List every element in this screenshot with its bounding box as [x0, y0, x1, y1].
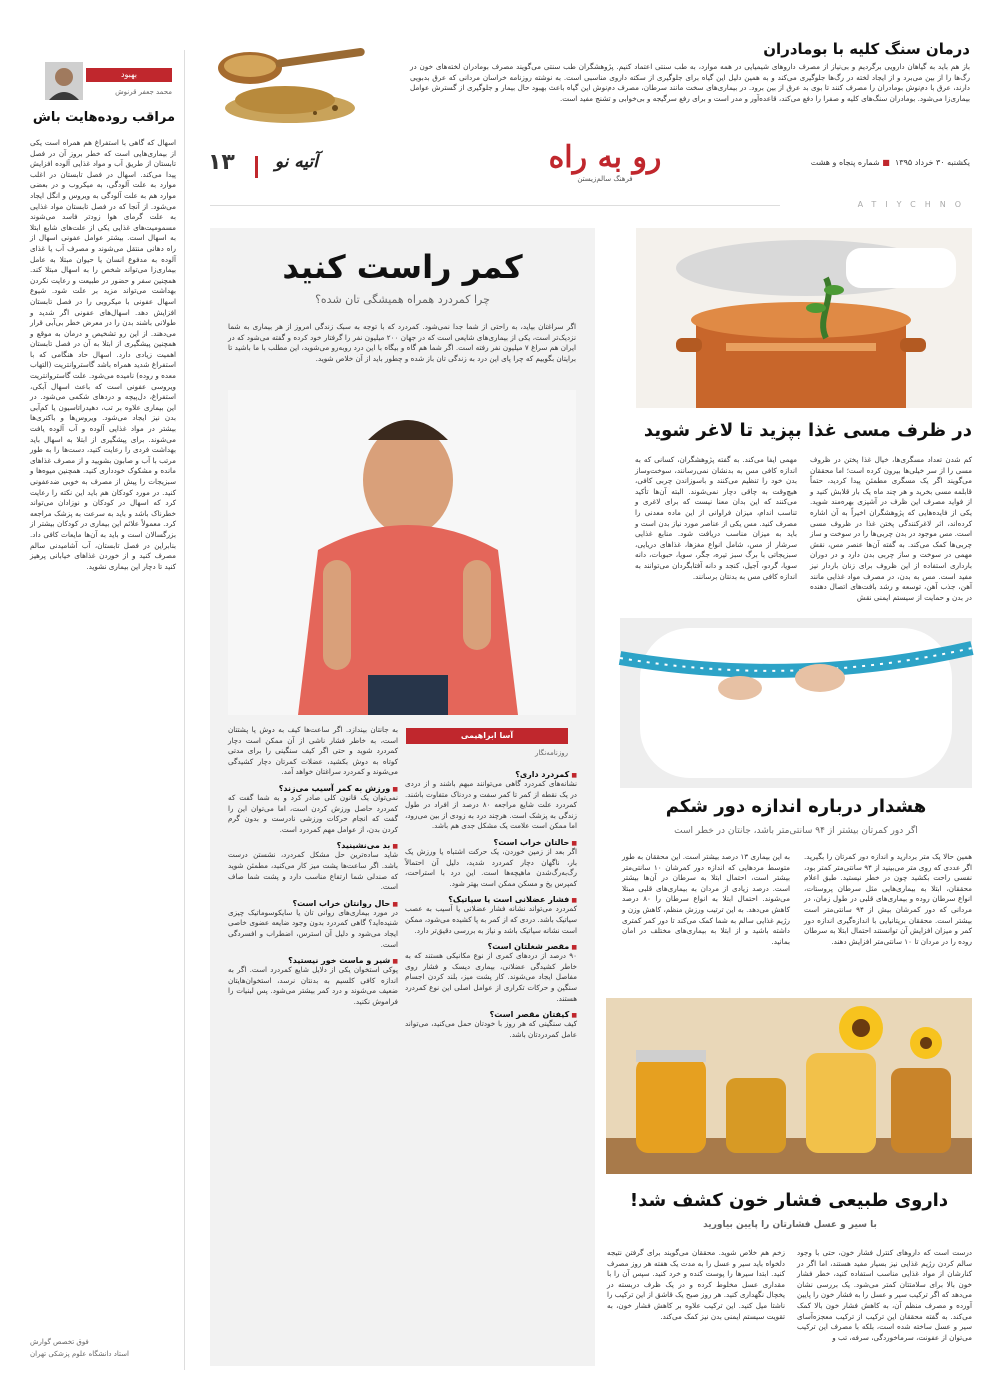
- section-text: به جانتان بیندازد. اگر ساعت‌ها کیف به دوش یا پشتتان است، به خاطر فشار ناشی از آن ممکن است دچار کمردرد شوید و حتی اگر کیف سنگینی را برای مدتی کوتاه به دوش بکشید، عضلات کمرتان دچار کشیدگی می‌شوند و کمردرد سراغتان خواهد آمد.: [228, 725, 398, 777]
- section-text: کمردرد می‌تواند نشانه فشار عضلانی یا آسیب به عصب سیاتیک باشد. دردی که از کمر به پا کشیده می‌شود، ممکن است نشانه سیاتیک باشد و نیاز به بررسی دقیق‌تر دارد.: [404, 904, 577, 935]
- left-footer-2: استاد دانشگاه علوم پزشکی تهران: [30, 1350, 129, 1358]
- back-pain-man-image: [228, 390, 576, 715]
- logo-text: رو به راه: [548, 140, 662, 175]
- section-r0: [405, 770, 577, 832]
- section-l1: [228, 784, 398, 835]
- header-date-row: یکشنبه ۳۰ خرداد ۱۳۹۵ ■ شماره پنجاه و هشت: [810, 158, 970, 167]
- article2-title: هشدار درباره اندازه دور شکم: [665, 796, 927, 817]
- section-question: ■ شیر و ماست خور نیستید؟: [228, 956, 398, 965]
- article3-lead: با سیر و عسل فشارتان را پایین بیاورید: [703, 1220, 877, 1230]
- top-article-title: درمان سنگ کلیه با بومادران: [763, 40, 970, 58]
- columnist-name: محمد جعفر قرنوش: [115, 88, 172, 96]
- article3-col1: درست است که داروهای کنترل فشار خون، حتی با وجود سالم کردن رژیم غذایی نیز بسیار مفید هستند، اما اگر در کنارشان از مواد غذایی مناسب استفاده کنید، خطر فشار خون بالا برای سلامتتان کمتر می‌شود. یک بررسی نشان می‌دهد که اگر ترکیب سیر و عسل را به فشار خون را پایین آورده و مصرف منظم آن، به کاهش فشار خون بالا کمک می‌کند. به گفته محققان این ترکیب از ترکیب معجزه‌آسای سیر و عسل ساخته شده است، بلکه با مصرف این ترکیب می‌توان از عفونت، سرماخوردگی، سرفه، تب و: [797, 1248, 972, 1342]
- section-r2: [405, 895, 577, 936]
- top-article: [410, 40, 970, 118]
- section-question: ■ بد می‌نشینید؟: [228, 841, 398, 850]
- article2-col2: به این بیماری ۱۳ درصد بیشتر است. این محققان به طور متوسط مردهایی که اندازه دور کمرشان ۱۰ سانتی‌متر بیشتر است، احتمال ابتلا به سرطان در آن‌ها بیشتر است. درصد زیادی از مردان به بیماری‌های قلبی مبتلا می‌شوند. احتمال ابتلا به انواع سرطان را ۸۰ درصد کاهش می‌دهد. به این ترتیب ورزش منظم، کاهش وزن و رژیم غذایی سالم به شما کمک می‌کند تا دور کمر کمتری داشته باشید و از ابتلا به بیماری‌های مختلف در امان بمانید.: [622, 852, 790, 946]
- section-text: در مورد بیماری‌های روانی تان یا سایکوسوماتیک چیزی شنیده‌اید؟ گاهی کمردرد بدون وجود ضایعه عضوی خاصی ایجاد می‌شود و دلیل آن استرس، اضطراب و افسردگی است.: [228, 907, 398, 949]
- feature-intro: اگر سراغتان بیاید، به راحتی از شما جدا نمی‌شود. کمردرد که با توجه به سبک زندگی امروز از هر بیماری به شما نزدیک‌تر است، یکی از بیماری‌های شایعی است که در جهان ۲۰۰ میلیون نفر را گرفتار خود کرده و گفته می‌شود که در ایران هم سراغ ۷ میلیون نفر رفته است. اگر شما هم گاه و بیگاه با این درد روبه‌رو می‌شوید، این مطلب با ما باشید تا برایتان بگوییم که چرا پای این درد به زندگی تان باز شده و چطور باید از آن خلاص شوید.: [228, 322, 576, 363]
- columnist-badge: [86, 68, 172, 82]
- section-l0: [228, 725, 398, 778]
- section-r1: [405, 838, 577, 889]
- page-name: آتیه نو: [274, 152, 318, 172]
- article1-title: در ظرف مسی غذا بپزید تا لاغر شوید: [643, 420, 972, 441]
- section-text: نمی‌توان یک قانون کلی صادر کرد و به شما گفت که کمردرد حاصل ورزش کردن است، اما می‌توان این را گفت که انجام حرکات ورزشی نادرست و بدون گرم کردن بدن، از عوامل مهم کمردرد است.: [228, 792, 398, 834]
- section-text: کیف سنگینی که هر روز با خودتان حمل می‌کنید، می‌تواند عامل کمردردتان باشد.: [405, 1019, 577, 1039]
- section-question: ■ کمردرد داری؟: [405, 770, 577, 779]
- section-text: پوکی استخوان یکی از دلایل شایع کمردرد است. اگر به اندازه کافی کلسیم به بدنتان نرسد، استخوان‌هایتان ضعیف می‌شوند و درد کمر بیشتر می‌شود. پس لبنیات را فراموش نکنید.: [228, 965, 398, 1006]
- article1-col2: مهمی ایفا می‌کند. به گفته پژوهشگران، کسانی که به اندازه کافی مس به بدنشان نمی‌رسانند، سوخت‌وساز بدن خود را تنظیم می‌کنند و باسوزاندن چربی کافی، هیچ‌وقت به چاقی دچار نمی‌شوند. البته آن‌ها تأکید می‌کنند که این بدان معنا نیست که برای لاغری و تناسب اندام، میزان فراوانی از این ماده معدنی را مصرف کنید. مس یکی از عناصر مورد نیاز بدن است و باید به میزان مناسب دریافت شود. منابع غذایی سرشار از مس، شامل انواع مغزها، غذاهای دریایی، سبزیجاتی با برگ سبز تیره، جگر، سویا، حبوبات، دانه سویا، گردو، آجیل، کنجد و دانه آفتابگردان می‌توانند به اندازه کافی مس به بدنتان برسانند.: [635, 455, 797, 581]
- section-question: ■ حالتان خراب است؟: [405, 838, 577, 847]
- section-r3: [405, 942, 577, 1004]
- section-question: ■ کیفتان مقصر است؟: [405, 1010, 577, 1019]
- article1-col1: کم شدن تعداد مسگری‌ها، خیال غذا پختن در ظروف مسی را از سر خیلی‌ها بیرون کرده است؛ اما محققان می‌گویند اگر یک مسگری مطمئن پیدا کردید، حتماً قابلمه مسی بخرید و هر چند ماه یک بار قلابش کنید و از فواید مصرف این ظرف در آشپزی بهره‌مند شوید. یکی از فایده‌هایی که پژوهشگران اخیراً به آن اشاره کرده‌اند، اثر لاغرکنندگی پختن غذا در ظروف مسی است. مس موجود در بدن چربی‌ها را در سوخت و ساز چربی‌ها کمک می‌کند. به گفته آن‌ها عنصر مس، نقش مهمی در سوخت و ساز چربی بدن دارد و در دوران بارداری استفاده از این ظروف برای زنان باردار نیز مفید است. مس به بدن، در مصرف مواد غذایی مانند آهن، جذب آهن، توسعه و رشد بافت‌های اتصال دهنده در بدن و حمایت از سیستم ایمنی نقش: [810, 455, 972, 602]
- page-number: ۱۳: [208, 150, 235, 175]
- feature-title: کمر راست کنید: [282, 248, 523, 286]
- section-question: ■ حال روانتان خراب است؟: [228, 899, 398, 908]
- section-text: اگر بعد از زمین خوردن، یک حرکت اشتباه یا ورزش یک بار، ناگهان دچار کمردرد شدید، دلیل آن احتمالاً رگ‌به‌رگ‌شدن ماهیچه‌ها است. این درد با استراحت، کمپرس یخ و مسکن ممکن است بهتر شود.: [405, 846, 577, 888]
- copper-pot-image: [636, 228, 972, 408]
- section-question: ■ فشار عضلانی است یا سیاتیک؟: [405, 895, 577, 904]
- top-article-text: باز هم باید به گیاهان دارویی برگردیم و بی‌نیاز از مصرف داروهای شیمیایی در همه موارد، به طب سنتی اعتماد کنیم. پژوهشگران طب سنتی می‌گویند مصرف بومادران لخته‌های خون در رگ‌ها را از بین می‌برد و از ایجاد لخته در رگ‌ها جلوگیری می‌کند و به همین دلیل این گیاه برای جلوگیری از سکته داروی مناسبی است. به نوشته روزنامه خراسان مردانی که عرق بدبویی دارند، عرق با دم‌نوش بومادران را مصرف کنند تا بوی بد عرق از بین برود. در بیماری‌های سخت مانند سرطان، مصرف دم‌نوش این گیاه باعث بهبود حال بیمار و جلوگیری از گسترش عوامل بیماری‌زا می‌شود. بومادران سنگ‌های کلیه و صفرا را دفع می‌کند، قاعده‌آور و مدر است و برای رفع سرگیجه و بی‌خوابی و تشنج مفید است.: [410, 62, 970, 103]
- columnist-photo: [45, 62, 83, 100]
- section-text: ۹۰ درصد از دردهای کمری از نوع مکانیکی هستند که به خاطر کشیدگی عضلانی، بیماری دیسک و فشار روی مفاصل ایجاد می‌شوند. کار پشت میز، بلند کردن اجسام سنگین و حرکات تکراری از عوامل اصلی این نوع کمردرد هستند.: [405, 951, 577, 1003]
- section-l2: [228, 841, 398, 892]
- left-footer-1: فوق تخصص گوارش: [30, 1338, 89, 1346]
- author-tag: [406, 728, 568, 744]
- honey-jars-image: [606, 998, 972, 1174]
- page-header: [208, 152, 318, 180]
- left-article-text: اسهال که گاهی با استفراغ هم همراه است یکی از بیماری‌هایی است که خطر بروز آن در فصل تابستان از طریق آب و مواد غذایی آلوده افزایش پیدا می‌کند. اسهال در فصل تابستان در اغلب موارد به علت آلودگی، به میکروب و در بعضی موارد هم به علت آلودگی به ویروس و انگل ایجاد می‌شود. از آنجا که در فصل تابستان مواد غذایی به علت گرمای هوا زودتر فاسد می‌شوند مسمومیت‌های غذایی یکی از علت‌های شایع ابتلا به اسهال است. بیشتر عوامل عفونی اسهال از راه دهانی منتقل می‌شوند و مصرف آب یا غذای آلوده به مدفوع انسان یا حیوان مبتلا به عامل بیماری‌زا می‌تواند شخص را به اسهال مبتلا کند. همچنین سفر و حضور در طبیعت و رعایت نکردن بهداشت می‌تواند مزید بر علت شود. شیوع اسهال عفونی با میکروبی را در فصل تابستان افزایش دهد. اسهال‌های عفونی اگر شدید و طولانی باشند بدن را در معرض خطر بی‌آبی قرار می‌دهند. از این رو تشخیص و درمان به موقع و همچنین پیشگیری از ابتلا به آن در فصل تابستان اهمیت زیادی دارد. اسهال حاد هنگامی که با استفراغ شدید همراه باشد گاستروانتریت (التهاب معده و روده) نامیده می‌شود. علت گاستروانتریت ویروسی عفونی است که باعث اسهال آبکی، استفراغ، دل‌پیچه و دردهای شکمی می‌شود. در این بیماری علاوه بر تب، دهیدراتاسیون یا کم‌آبی بدن نیز ایجاد می‌شود. ویروس‌ها و باکتری‌ها بیشتر در مواد غذایی آلوده و آب آلوده یافت می‌شوند. برای پیشگیری از ابتلا به اسهال باید بهداشت فردی را رعایت کنید، دست‌ها را به طور مرتب با آب و صابون بشویید و از مصرف غذاهای مانده و مشکوک خودداری کنید. همچنین میوه‌ها و سبزیجات را پیش از مصرف به خوبی ضدعفونی کنید. در مورد کودکان هم باید این نکته را رعایت کرد که اسهال در کودکان و نوزادان می‌تواند خطرناک باشد و باید به سرعت به پزشک مراجعه کرد. معمولاً علائم این بیماری در کودکان بیشتر از بزرگسالان است و باید به آن‌ها مایعات کافی داد. بنابراین در فصل تابستان، آب آشامیدنی سالم مصرف کنید و از خوردن غذاهای خیابانی پرهیز کنید تا دچار این بیماری نشوید.: [30, 138, 176, 571]
- section-l3: [228, 899, 398, 950]
- feature-left-column: [228, 725, 398, 1360]
- section-text: شاید ساده‌ترین حل مشکل کمردرد، نشستن درست باشد. اگر ساعت‌ها پشت میز کار می‌کنید، مطمئن شوید که صندلی شما ارتفاع مناسب دارد و پشت شما صاف است.: [228, 850, 398, 892]
- header-issue: شماره پنجاه و هشت: [810, 158, 880, 167]
- section-question: ■ مقصر شغلتان است؟: [405, 942, 577, 951]
- spoon-seeds-image: [195, 38, 370, 128]
- logo-subtitle: فرهنگ سالم‌زیستن: [577, 175, 633, 183]
- page-divider: [255, 156, 258, 178]
- author-role: روزنامه‌نگار: [534, 749, 568, 757]
- feature-right-column: [405, 770, 577, 1360]
- author-name: آسا ابراهیمی: [460, 731, 514, 740]
- tape-measure-image: [620, 618, 972, 788]
- header-date: یکشنبه ۳۰ خرداد ۱۳۹۵: [894, 158, 970, 167]
- section-question: ■ ورزش به کمر آسیب می‌زند؟: [228, 784, 398, 793]
- article2-lead: اگر دور کمرتان بیشتر از ۹۴ سانتی‌متر باشد، جانتان در خطر است: [674, 826, 918, 836]
- header-rule: [210, 205, 780, 206]
- feature-subtitle: چرا کمردرد همراه همیشگی تان شده؟: [315, 293, 490, 306]
- page-name-latin: ATIYCHNO: [857, 200, 970, 209]
- section-l4: [228, 956, 398, 1007]
- article3-title: داروی طبیعی فشار خون کشف شد!: [629, 1190, 949, 1211]
- article2-col1: همین حالا یک متر بردارید و اندازه دور کمرتان را بگیرید. اگر عددی که روی متر می‌بینید از ۹۴ سانتی‌متر کمتر بود، نفسی راحت بکشید چون در خطر نیستید. طبق اعلام محققان، ابتلا به بیماری‌هایی مثل سرطان پروستات، انواع سرطان روده و بیماری‌های قلبی در طول زمان، در مردانی که دور کمرشان بیش از ۹۴ سانتی‌متر است بیشتر است. محققان بریتانیایی با اندازه‌گیری اندازه دور کمر و میزان افزایش آن توانستند احتمال ابتلا به سرطان روده را در مردان تا ۱۰ سانتی‌متر افزایش دهند.: [804, 852, 972, 946]
- article3-col2: زخم هم خلاص شوید. محققان می‌گویند برای گرفتن نتیجه دلخواه باید سیر و عسل را به مدت یک هفته هر روز مصرف کنید. ابتدا سیرها را پوست کنده و خرد کنید. سپس آن را با مقداری عسل مخلوط کرده و در یک ظرف دربسته در یخچال نگهداری کنید. هر روز صبح یک قاشق از این ترکیب را ناشتا میل کنید. این ترکیب علاوه بر کاهش فشار خون، به تقویت سیستم ایمنی بدن نیز کمک می‌کند.: [607, 1248, 785, 1321]
- section-text: نشانه‌های کمردرد گاهی می‌توانند مبهم باشند و از دردی در یک نقطه از کمر تا کمر سفت و دردناک متفاوت باشند. کمردرد علت شایع مراجعه ۸۰ درصد از افراد در طول زندگی به پزشک است. هرچند درد به زودی از بین می‌رود، اما ممکن است علامت یک مشکل جدی هم باشد.: [405, 779, 577, 831]
- left-article-title: مراقب روده‌هایت باش: [32, 110, 175, 125]
- left-column-border: [184, 50, 185, 1370]
- section-r4: [405, 1010, 577, 1040]
- logo: [540, 140, 670, 183]
- columnist-label: بهبود: [120, 70, 138, 79]
